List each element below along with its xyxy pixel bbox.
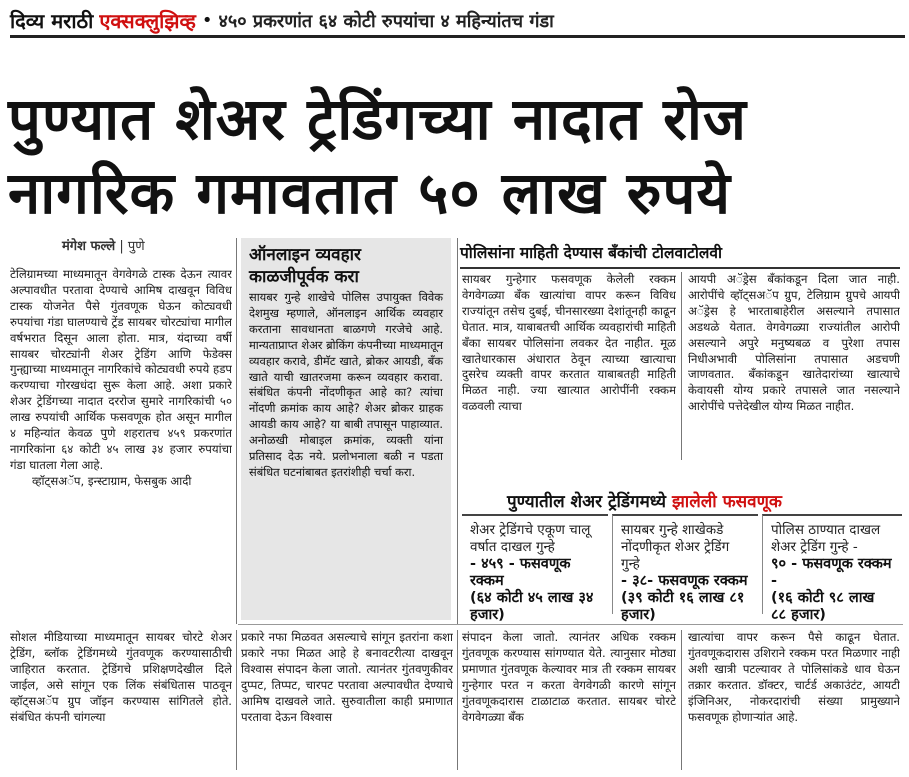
- column-divider: [681, 272, 682, 460]
- police-column-1: सायबर गुन्हेगार फसवणूक केलेली रक्कम वेगवेगळ्या बँक खात्यांचा वापर करून विविध राज्यांतून तसेच दुबई, चीनसारख्या देशांतूनही काढून घेतात. मात्र, याबाबतची आर्थिक व्यवहारांची माहिती बँका सायबर पोलिसांना लवकर देत नाहीत. मूळ खातेधारकास अंधारात ठेवून त्याच्या खात्याचा दुसरेच व्यक्ती वापर करतात याबाबतही माहिती मिळत नाही. ज्या खात्यात आरोपींनी रक्कम वळवली त्याचा: [462, 272, 676, 414]
- fraud-title-part-2: झालेली फसवणूक: [671, 492, 782, 512]
- brand-name: दिव्य मराठी: [10, 9, 94, 33]
- police-column-2: आयपी अॅड्रेस बँकांकडून दिला जात नाही. आरोपींचे व्हॉट्सअॅप ग्रुप, टेलिग्राम ग्रुपचे आयपी अॅड्रेस हे भारताबाहेरील असल्याने तपासात अडथळे येतात. वेगवेगळ्या राज्यांतील आरोपी असल्याने अपुरे मनुष्यबळ व पुरेशा तपास निधीअभावी पोलिसांना तपासात अडचणी जाणवतात. बँकांकडून खातेदारांच्या खात्याचे केवायसी योग्य प्रकारे तपासले जात नसल्याने आरोपींचे पत्तेदेखील योग्य मिळत नाहीत.: [688, 272, 900, 414]
- fraud-title-part-1: पुण्यातील शेअर ट्रेडिंगमध्ये: [507, 492, 667, 512]
- bullet-separator: •: [201, 10, 213, 31]
- byline-city: पुणे: [127, 239, 145, 254]
- column-divider: [681, 630, 682, 770]
- stat-label: सायबर गुन्हे शाखेकडे नोंदणीकृत शेअर ट्रेडिंग गुन्हे: [621, 522, 730, 572]
- article-left-column: [10, 267, 232, 623]
- article-paragraph: व्हॉट्सअॅप, इन्स्टाग्राम, फेसबुक आदी: [32, 473, 192, 488]
- online-box-title: ऑनलाइन व्यवहार काळजीपूर्वक करा: [249, 245, 361, 287]
- stat-count: - ३८- फसवणूक रक्कम: [621, 573, 748, 589]
- fraud-stats-title: [507, 489, 782, 512]
- stat-label: पोलिस ठाण्यात दाखल शेअर ट्रेडिंग गुन्हे -: [771, 522, 881, 555]
- column-divider: [457, 630, 458, 770]
- article-paragraph: टेलिग्रामच्या माध्यमातून वेगवेगळे टास्क देऊन त्यावर अल्पावधीत परतावा देण्याचे आमिष दाखवून विविध टास्क योजनेत पैसे गुंतवणूक घेऊन कोट्यवधी रुपयांचा गंडा घालण्याचे ट्रेंड सायबर चोरट्यांचा मागील वर्षभरात दिसून आला होता. मात्र, यंदाच्या वर्षी सायबर चोरट्यांनी शेअर ट्रेडिंग आणि फेडेक्स गुन्ह्याच्या माध्यमातून नागरिकांचे कोट्यवधी रुपये हडप करण्याचा गोरखधंदा सुरू केला आहे. अशा प्रकारे शेअर ट्रेडिंगच्या नादात दररोज सुमारे नागरिकांची ५० लाख रुपयांची आर्थिक फसवणूक होत असून मागील ४ महिन्यांत केवळ पुणे शहरातच ४५९ प्रकरणांत नागरिकांना ६४ कोटी ४५ लाख ३४ हजार रुपयांचा गंडा घातला गेला आहे.: [10, 267, 232, 472]
- main-headline: [8, 82, 903, 230]
- masthead-bar: [10, 6, 905, 38]
- online-box-text: सायबर गुन्हे शाखेचे पोलिस उपायुक्त विवेक देशमुख म्हणाले, ऑनलाइन आर्थिक व्यवहार करताना सावधानता बाळगणे गरजेचे आहे. मान्यताप्राप्त शेअर ब्रोकिंग कंपनीच्या माध्यमातून व्यवहार करावे, डीमॅट खाते, ब्रोकर आयडी, बँक खाते याची खातरजमा करून व्यवहार करावा. संबंधित कंपनी नोंदणीकृत आहे का? त्यांचा नोंदणी क्रमांक काय आहे? शेअर ब्रोकर ग्राहक आयडी काय आहे? या बाबी तपासून पाहाव्यात. अनोळखी मोबाइल क्रमांक, व्यक्ती यांना प्रतिसाद देऊ नये. प्रलोभनाला बळी न पडता संबंधित घटनांबाबत इतरांशीही चर्चा करा.: [249, 290, 443, 479]
- fraud-stat-box-cyber: [612, 514, 758, 623]
- bottom-column-3: संपादन केला जातो. त्यानंतर अधिक रक्कम गुंतवणूक करण्यास सांगण्यात येते. त्यानुसार मोठ्या प्रमाणात गुंतवणूक केल्यावर मात्र ती रक्कम सायबर गुन्हेगार परत न करता वेगवेगळी कारणे सांगून गुंतवणूकदारास टाळाटाळ करतात. सायबर चोरटे वेगवेगळ्या बँक: [462, 630, 676, 724]
- bottom-column-2: प्रकारे नफा मिळवत असल्याचे सांगून इतरांना कशा प्रकारे नफा मिळत आहे हे बनावटरीत्या दाखवून विश्वास संपादन केला जातो. त्यानंतर गुंतवणुकीवर दुप्पट, तिप्पट, चारपट परतावा अल्पावधीत देण्याचे आमिष दाखवले जाते. सुरुवातीला काही प्रमाणात परतावा देऊन विश्वास: [241, 630, 453, 724]
- byline: [62, 236, 145, 254]
- stat-amount: (६४ कोटी ४५ लाख ३४ हजार): [470, 590, 594, 623]
- stat-count: ९० - फसवणूक रक्कम -: [771, 556, 892, 589]
- stat-amount: (१६ कोटी ९८ लाख ८८ हजार): [771, 590, 875, 623]
- stat-label: शेअर ट्रेडिंगचे एकूण चालू वर्षात दाखल गुन्हे: [470, 522, 591, 555]
- exclusive-tag: एक्सक्लुझिव्ह: [99, 9, 196, 33]
- police-section-title: पोलिसांना माहिती देण्यास बँकांची टोलवाटोलवी: [460, 241, 900, 269]
- bottom-column-1: सोशल मीडियाच्या माध्यमातून सायबर चोरटे शेअर ट्रेडिंग, ब्लॉक ट्रेडिंगमध्ये गुंतवणूक करण्यासाठीची जाहिरात करतात. ट्रेडिंगचे प्रशिक्षणदेखील दिले जाईल, असे सांगून एक लिंक संबंधितास पाठवून व्हॉट्सअॅप ग्रुप जॉइन करण्यास सांगितले होते. संबंधित कंपनी चांगल्या: [10, 630, 232, 724]
- author-name: मंगेश फल्ले: [62, 239, 116, 254]
- stat-amount: (३९ कोटी १६ लाख ८१ हजार): [621, 590, 745, 623]
- byline-separator: |: [119, 239, 124, 254]
- online-advice-box: [241, 238, 451, 620]
- headline-line-1: पुण्यात शेअर ट्रेडिंगच्या नादात रोज: [8, 85, 747, 153]
- headline-line-2: नागरिक गमावतात ५० लाख रुपये: [8, 159, 732, 227]
- section-divider: [238, 624, 903, 625]
- column-divider: [236, 238, 237, 624]
- stat-count: - ४५९ - फसवणूक रक्कम: [470, 556, 571, 589]
- fraud-stat-box-police: [762, 514, 902, 623]
- column-divider: [236, 630, 237, 770]
- kicker-text: ४५० प्रकरणांत ६४ कोटी रुपयांचा ४ महिन्यांतच गंडा: [218, 10, 554, 32]
- fraud-stat-box-total: [462, 514, 608, 623]
- bottom-column-4: खात्यांचा वापर करून पैसे काढून घेतात. गुंतवणूकदारास उशिराने रक्कम परत मिळणार नाही अशी खात्री पटल्यावर ते पोलिसांकडे धाव घेऊन तक्रार करतात. डॉक्टर, चार्टर्ड अकाउंटंट, आयटी इंजिनिअर, नोकरदारांची संख्या प्रामुख्याने फसवणूक होणाऱ्यांत आहे.: [688, 630, 900, 724]
- column-divider: [457, 238, 458, 624]
